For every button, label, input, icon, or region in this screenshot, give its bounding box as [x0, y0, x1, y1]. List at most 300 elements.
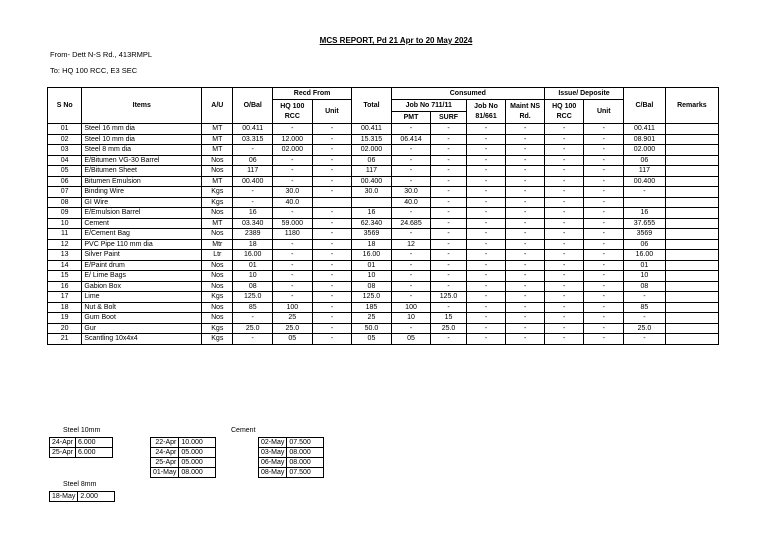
cell-recd-hq100: -: [273, 260, 313, 271]
cell-obal: 2389: [233, 229, 273, 240]
cell-surf: -: [431, 334, 466, 345]
cell-remarks: [665, 155, 718, 166]
date-cell: 25-Apr: [151, 458, 179, 468]
cell-au: Nos: [202, 229, 233, 240]
cell-recd-hq100: -: [273, 271, 313, 282]
cell-maint-ns: -: [506, 334, 545, 345]
header-recd-from: Recd From: [273, 88, 352, 100]
cell-total: 15.315: [352, 134, 392, 145]
header-issue-deposite: Issue/ Deposite: [544, 88, 623, 100]
cell-remarks: [665, 187, 718, 198]
cell-issue-unit: -: [584, 250, 624, 261]
cell-issue-unit: -: [584, 218, 624, 229]
cell-recd-hq100: -: [273, 176, 313, 187]
cell-sno: 14: [48, 260, 82, 271]
cell-total: 08: [352, 281, 392, 292]
table-row: [48, 271, 719, 282]
cell-item: Bitumen Emulsion: [82, 176, 202, 187]
cell-issue-hq100: -: [544, 176, 584, 187]
cell-surf: -: [431, 218, 466, 229]
cell-pmt: -: [391, 166, 431, 177]
cell-au: Ltr: [202, 250, 233, 261]
cell-au: Nos: [202, 166, 233, 177]
date-cell: 01-May: [151, 468, 179, 478]
header-issue-hq100rcc: HQ 100 RCC: [544, 100, 584, 124]
cell-au: Mtr: [202, 239, 233, 250]
cell-au: Nos: [202, 155, 233, 166]
qty-cell: 05.000: [179, 458, 216, 468]
cell-total: 00.400: [352, 176, 392, 187]
qty-cell: 08.000: [287, 448, 324, 458]
cell-cbal: 10: [624, 271, 666, 282]
cell-cbal: -: [624, 187, 666, 198]
cell-maint-ns: -: [506, 302, 545, 313]
cell-sno: 08: [48, 197, 82, 208]
cell-remarks: [665, 292, 718, 303]
date-cell: 24-Apr: [50, 438, 76, 448]
cell-sno: 06: [48, 176, 82, 187]
cell-recd-unit: -: [312, 334, 352, 345]
table-row: [48, 134, 719, 145]
cell-issue-hq100: -: [544, 229, 584, 240]
list-row: [151, 458, 216, 468]
date-cell: 25-Apr: [50, 448, 76, 458]
cell-surf: -: [431, 250, 466, 261]
cell-recd-hq100: 25.0: [273, 323, 313, 334]
cell-remarks: [665, 229, 718, 240]
qty-cell: 08.000: [287, 458, 324, 468]
cell-issue-hq100: -: [544, 124, 584, 135]
cell-item: E/Bitumen VG-30 Barrel: [82, 155, 202, 166]
cell-issue-hq100: -: [544, 313, 584, 324]
cell-maint-ns: -: [506, 323, 545, 334]
cell-item: Gabion Box: [82, 281, 202, 292]
list-row: [259, 458, 324, 468]
cell-job81661: -: [466, 250, 506, 261]
header-pmt: PMT: [391, 112, 431, 124]
header-jobno-81661: Job No 81/661: [466, 100, 506, 124]
cell-sno: 17: [48, 292, 82, 303]
cell-issue-unit: -: [584, 197, 624, 208]
table-row: [48, 187, 719, 198]
cell-maint-ns: -: [506, 134, 545, 145]
cell-sno: 10: [48, 218, 82, 229]
cell-obal: 00.411: [233, 124, 273, 135]
list-row: [259, 468, 324, 478]
header-consumed: Consumed: [391, 88, 544, 100]
date-cell: 08-May: [259, 468, 287, 478]
cell-job81661: -: [466, 166, 506, 177]
list-row: [151, 468, 216, 478]
cell-cbal: 01: [624, 260, 666, 271]
cell-maint-ns: -: [506, 250, 545, 261]
cell-surf: -: [431, 155, 466, 166]
cell-pmt: 40.0: [391, 197, 431, 208]
cell-maint-ns: -: [506, 292, 545, 303]
cell-item: E/Bitumen Sheet: [82, 166, 202, 177]
cell-obal: 08: [233, 281, 273, 292]
cell-recd-unit: -: [312, 302, 352, 313]
table-row: [48, 334, 719, 345]
cell-issue-unit: -: [584, 166, 624, 177]
cell-item: Silver Paint: [82, 250, 202, 261]
cell-issue-hq100: -: [544, 145, 584, 156]
cell-total: 117: [352, 166, 392, 177]
cell-issue-unit: -: [584, 313, 624, 324]
cell-recd-hq100: -: [273, 124, 313, 135]
cell-pmt: 05: [391, 334, 431, 345]
cell-job81661: -: [466, 260, 506, 271]
cell-recd-unit: -: [312, 260, 352, 271]
cell-surf: -: [431, 166, 466, 177]
cell-cbal: 25.0: [624, 323, 666, 334]
table-row: [48, 229, 719, 240]
cell-remarks: [665, 134, 718, 145]
steel10-table: [49, 437, 113, 458]
cell-job81661: -: [466, 271, 506, 282]
cell-sno: 02: [48, 134, 82, 145]
cell-cbal: -: [624, 292, 666, 303]
cell-item: Steel 16 mm dia: [82, 124, 202, 135]
cell-surf: 25.0: [431, 323, 466, 334]
cell-cbal: 08.901: [624, 134, 666, 145]
cell-issue-unit: -: [584, 302, 624, 313]
cell-issue-hq100: -: [544, 281, 584, 292]
cell-job81661: -: [466, 292, 506, 303]
cell-sno: 16: [48, 281, 82, 292]
cell-remarks: [665, 208, 718, 219]
date-cell: 22-Apr: [151, 438, 179, 448]
cell-issue-unit: -: [584, 323, 624, 334]
cell-recd-hq100: -: [273, 292, 313, 303]
cell-remarks: [665, 323, 718, 334]
table-row: [48, 302, 719, 313]
cell-job81661: -: [466, 323, 506, 334]
cell-surf: -: [431, 197, 466, 208]
cell-recd-unit: -: [312, 313, 352, 324]
cell-job81661: -: [466, 124, 506, 135]
cell-remarks: [665, 176, 718, 187]
cell-total: 16: [352, 208, 392, 219]
cell-sno: 05: [48, 166, 82, 177]
cell-obal: 06: [233, 155, 273, 166]
cell-issue-hq100: -: [544, 334, 584, 345]
cell-issue-unit: -: [584, 155, 624, 166]
cell-sno: 03: [48, 145, 82, 156]
cell-issue-hq100: -: [544, 250, 584, 261]
cell-remarks: [665, 281, 718, 292]
qty-cell: 08.000: [179, 468, 216, 478]
steel8-table: [49, 491, 115, 502]
cell-total: 05: [352, 334, 392, 345]
cell-pmt: -: [391, 260, 431, 271]
cell-item: Scantling 10x4x4: [82, 334, 202, 345]
cell-total: 00.411: [352, 124, 392, 135]
table-row: [48, 145, 719, 156]
header-obal: O/Bal: [233, 88, 273, 124]
cell-job81661: -: [466, 302, 506, 313]
cell-maint-ns: -: [506, 187, 545, 198]
cell-recd-hq100: 40.0: [273, 197, 313, 208]
cell-pmt: -: [391, 145, 431, 156]
cell-item: Cement: [82, 218, 202, 229]
cell-sno: 18: [48, 302, 82, 313]
cell-remarks: [665, 334, 718, 345]
cell-sno: 09: [48, 208, 82, 219]
qty-cell: 6.000: [76, 438, 113, 448]
header-items: Items: [82, 88, 202, 124]
cell-surf: -: [431, 145, 466, 156]
cell-surf: -: [431, 176, 466, 187]
cell-recd-unit: -: [312, 239, 352, 250]
cell-pmt: 06.414: [391, 134, 431, 145]
cell-surf: -: [431, 260, 466, 271]
date-cell: 18-May: [50, 492, 78, 502]
cell-issue-hq100: -: [544, 218, 584, 229]
cell-pmt: -: [391, 155, 431, 166]
cell-job81661: -: [466, 281, 506, 292]
list-row: [151, 448, 216, 458]
cell-job81661: -: [466, 187, 506, 198]
cell-issue-hq100: -: [544, 271, 584, 282]
cell-total: 185: [352, 302, 392, 313]
cell-surf: -: [431, 302, 466, 313]
cell-item: Gur: [82, 323, 202, 334]
table-row: [48, 218, 719, 229]
cell-maint-ns: -: [506, 313, 545, 324]
list-row: [259, 438, 324, 448]
to-line: To: HQ 100 RCC, E3 SEC: [50, 66, 138, 75]
cell-cbal: 00.411: [624, 124, 666, 135]
cell-recd-unit: -: [312, 176, 352, 187]
cell-remarks: [665, 124, 718, 135]
cell-remarks: [665, 250, 718, 261]
cell-sno: 12: [48, 239, 82, 250]
cell-au: Kgs: [202, 292, 233, 303]
cell-cbal: 3569: [624, 229, 666, 240]
cell-item: Steel 8 mm dia: [82, 145, 202, 156]
cell-issue-hq100: -: [544, 197, 584, 208]
cell-sno: 01: [48, 124, 82, 135]
cell-au: MT: [202, 218, 233, 229]
cell-job81661: -: [466, 208, 506, 219]
cell-maint-ns: -: [506, 281, 545, 292]
cell-recd-hq100: -: [273, 155, 313, 166]
cell-pmt: -: [391, 323, 431, 334]
header-sno: S No: [48, 88, 82, 124]
cell-pmt: 10: [391, 313, 431, 324]
header-maint-ns: Maint NS Rd.: [506, 100, 545, 124]
cell-cbal: 16.00: [624, 250, 666, 261]
cell-recd-hq100: 12.000: [273, 134, 313, 145]
cell-total: 125.0: [352, 292, 392, 303]
cell-pmt: -: [391, 124, 431, 135]
date-cell: 03-May: [259, 448, 287, 458]
table-row: [48, 166, 719, 177]
cell-total: 3569: [352, 229, 392, 240]
header-cbal: C/Bal: [624, 88, 666, 124]
table-body: [48, 124, 719, 345]
cell-maint-ns: -: [506, 124, 545, 135]
cell-recd-unit: -: [312, 271, 352, 282]
cell-obal: 03.315: [233, 134, 273, 145]
cell-item: GI Wire: [82, 197, 202, 208]
cell-total: 18: [352, 239, 392, 250]
cell-pmt: 12: [391, 239, 431, 250]
cell-au: Nos: [202, 302, 233, 313]
cell-pmt: 100: [391, 302, 431, 313]
cell-maint-ns: -: [506, 176, 545, 187]
cell-remarks: [665, 218, 718, 229]
cell-obal: 25.0: [233, 323, 273, 334]
cell-obal: -: [233, 187, 273, 198]
cell-au: MT: [202, 134, 233, 145]
header-issue-unit: Unit: [584, 100, 624, 124]
cell-maint-ns: -: [506, 145, 545, 156]
table-row: [48, 176, 719, 187]
cell-item: PVC Pipe 110 mm dia: [82, 239, 202, 250]
cell-obal: -: [233, 145, 273, 156]
cell-au: Kgs: [202, 197, 233, 208]
cell-pmt: -: [391, 208, 431, 219]
cell-cbal: 06: [624, 239, 666, 250]
cell-remarks: [665, 302, 718, 313]
cell-job81661: -: [466, 313, 506, 324]
cell-total: 10: [352, 271, 392, 282]
cell-obal: -: [233, 334, 273, 345]
cell-sno: 20: [48, 323, 82, 334]
cell-issue-unit: -: [584, 260, 624, 271]
cell-maint-ns: -: [506, 260, 545, 271]
cell-maint-ns: -: [506, 229, 545, 240]
qty-cell: 05.000: [179, 448, 216, 458]
header-remarks: Remarks: [665, 88, 718, 124]
cell-job81661: -: [466, 197, 506, 208]
from-line: From- Dett N-S Rd., 413RMPL: [50, 50, 153, 59]
cell-recd-hq100: 1180: [273, 229, 313, 240]
cell-recd-unit: -: [312, 281, 352, 292]
cell-obal: 01: [233, 260, 273, 271]
cell-cbal: -: [624, 313, 666, 324]
list-row: [50, 492, 115, 502]
cell-pmt: -: [391, 229, 431, 240]
table-row: [48, 292, 719, 303]
cell-recd-unit: -: [312, 218, 352, 229]
cell-issue-hq100: -: [544, 239, 584, 250]
cell-recd-unit: -: [312, 155, 352, 166]
cell-au: Kgs: [202, 187, 233, 198]
cell-job81661: -: [466, 145, 506, 156]
cell-sno: 13: [48, 250, 82, 261]
steel10-label: Steel 10mm: [63, 427, 101, 434]
cell-obal: 16.00: [233, 250, 273, 261]
report-title: MCS REPORT, Pd 21 Apr to 20 May 2024: [319, 36, 473, 45]
cell-cbal: [624, 197, 666, 208]
cell-item: E/Paint drum: [82, 260, 202, 271]
steel8-label: Steel 8mm: [63, 481, 97, 488]
header-total: Total: [352, 88, 392, 124]
cell-recd-unit: -: [312, 229, 352, 240]
cell-sno: 11: [48, 229, 82, 240]
qty-cell: 10.000: [179, 438, 216, 448]
table-row: [48, 323, 719, 334]
cell-remarks: [665, 145, 718, 156]
qty-cell: 6.000: [76, 448, 113, 458]
cell-surf: -: [431, 229, 466, 240]
cell-item: Steel 10 mm dia: [82, 134, 202, 145]
cell-recd-unit: -: [312, 145, 352, 156]
cell-issue-hq100: -: [544, 302, 584, 313]
cell-au: Kgs: [202, 334, 233, 345]
cell-pmt: -: [391, 292, 431, 303]
table-row: [48, 155, 719, 166]
cell-au: Nos: [202, 271, 233, 282]
cell-obal: 125.0: [233, 292, 273, 303]
cell-total: 16.00: [352, 250, 392, 261]
list-row: [259, 448, 324, 458]
cell-total: 02.000: [352, 145, 392, 156]
cell-recd-unit: -: [312, 292, 352, 303]
cell-remarks: [665, 166, 718, 177]
cell-job81661: -: [466, 229, 506, 240]
cell-sno: 19: [48, 313, 82, 324]
cell-issue-hq100: -: [544, 155, 584, 166]
cell-issue-unit: -: [584, 281, 624, 292]
cell-sno: 21: [48, 334, 82, 345]
date-cell: 06-May: [259, 458, 287, 468]
cell-total: [352, 197, 392, 208]
cell-recd-unit: [312, 197, 352, 208]
cell-item: E/ Lime Bags: [82, 271, 202, 282]
cell-issue-unit: -: [584, 271, 624, 282]
table-row: [48, 250, 719, 261]
cell-remarks: [665, 260, 718, 271]
date-cell: 24-Apr: [151, 448, 179, 458]
cell-cbal: 06: [624, 155, 666, 166]
cell-obal: -: [233, 197, 273, 208]
cell-obal: 03.340: [233, 218, 273, 229]
cell-maint-ns: -: [506, 271, 545, 282]
cell-au: Nos: [202, 281, 233, 292]
cell-au: MT: [202, 176, 233, 187]
cell-total: 06: [352, 155, 392, 166]
cell-surf: -: [431, 187, 466, 198]
cell-job81661: -: [466, 218, 506, 229]
cell-item: E/Emulsion Barrel: [82, 208, 202, 219]
cell-obal: 85: [233, 302, 273, 313]
cell-total: 01: [352, 260, 392, 271]
header-au: A/U: [202, 88, 233, 124]
cell-issue-unit: -: [584, 292, 624, 303]
cell-au: Nos: [202, 208, 233, 219]
cell-issue-unit: -: [584, 239, 624, 250]
cell-cbal: 37.655: [624, 218, 666, 229]
cell-pmt: -: [391, 271, 431, 282]
qty-cell: 2.000: [78, 492, 115, 502]
cell-issue-hq100: -: [544, 292, 584, 303]
cell-job81661: -: [466, 176, 506, 187]
cell-cbal: 00.400: [624, 176, 666, 187]
cell-au: Kgs: [202, 323, 233, 334]
cell-pmt: 24.685: [391, 218, 431, 229]
date-cell: 02-May: [259, 438, 287, 448]
cell-item: Gum Boot: [82, 313, 202, 324]
cell-issue-hq100: -: [544, 134, 584, 145]
cell-maint-ns: -: [506, 155, 545, 166]
cell-issue-unit: -: [584, 124, 624, 135]
cell-au: MT: [202, 124, 233, 135]
table-row: [48, 124, 719, 135]
